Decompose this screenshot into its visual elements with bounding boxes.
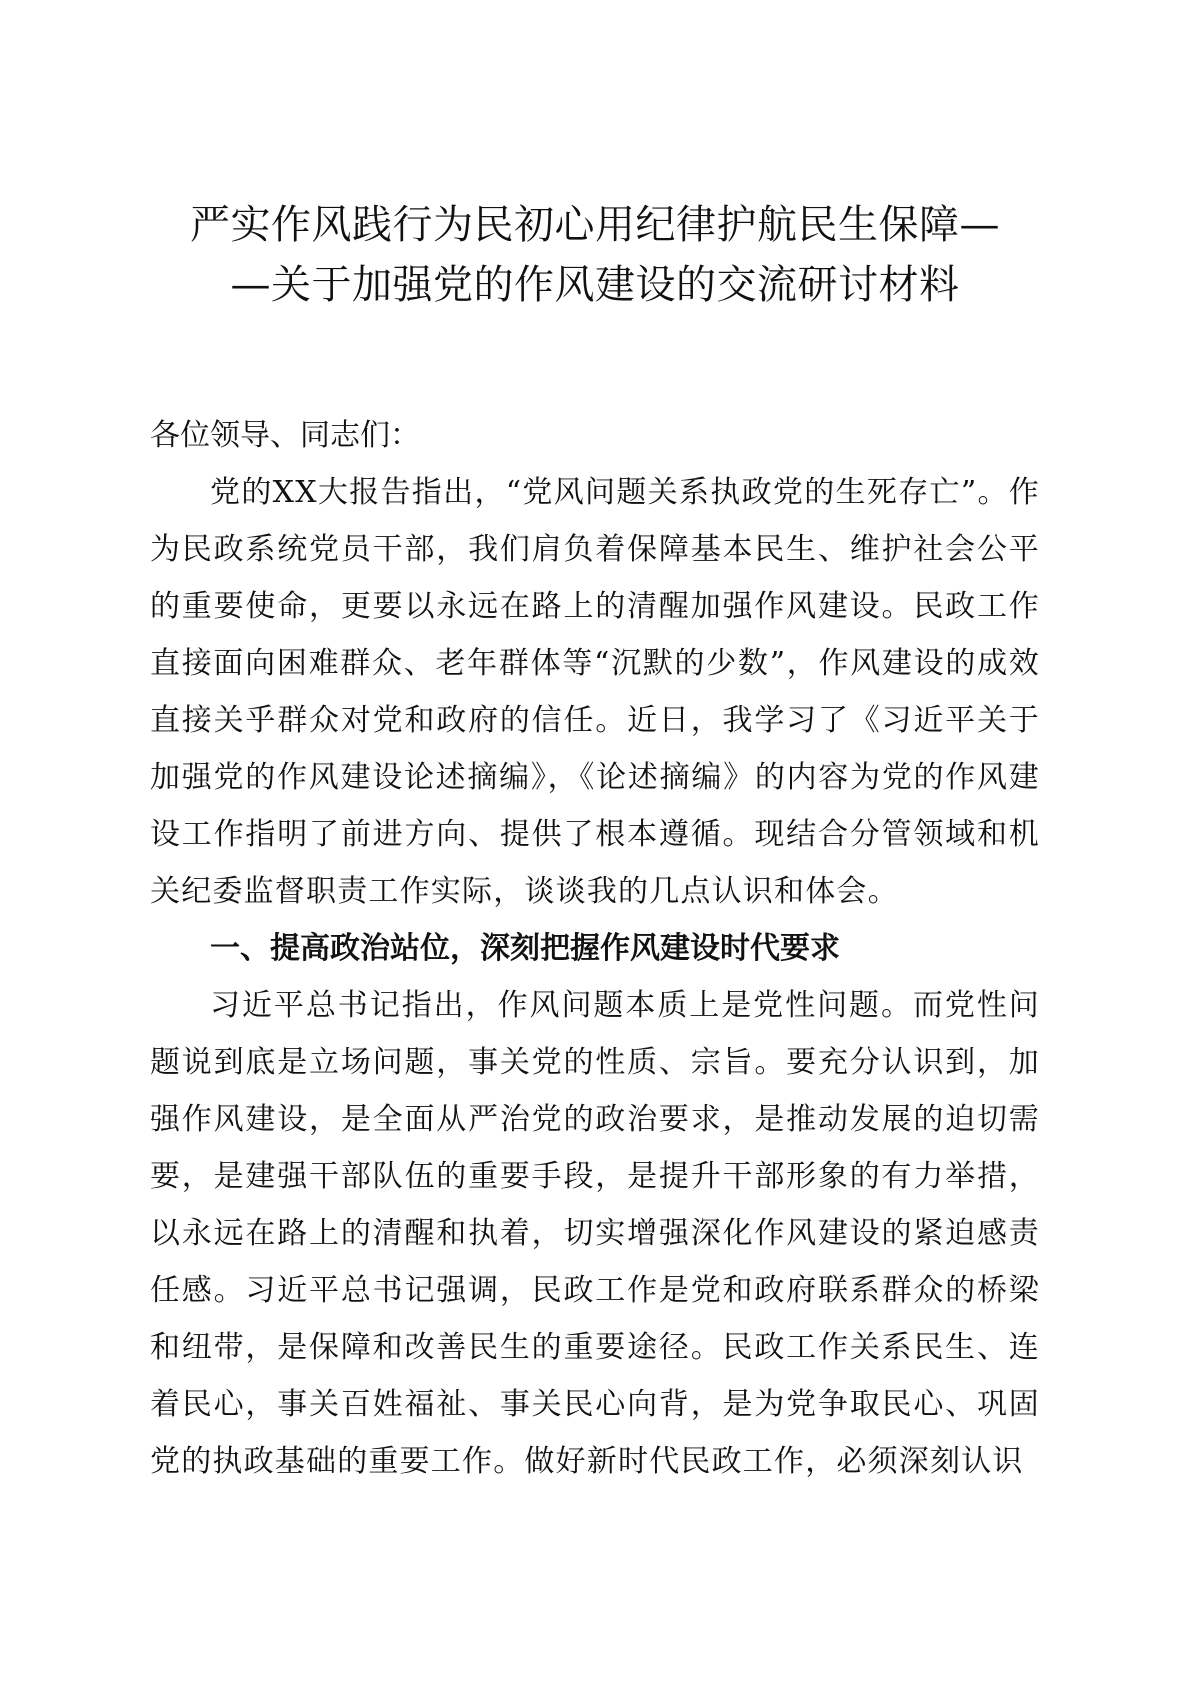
title-line-2: —关于加强党的作风建设的交流研讨材料 [230,262,960,308]
paragraph-section-1: 习近平总书记指出，作风问题本质上是党性问题。而党性问题说到底是立场问题，事关党的性质、宗旨。要充分认识到，加强作风建设，是全面从严治党的政治要求，是推动发展的迫切需要，是建强干部队伍的重要手段，是提升干部形象的有力举措，以永远在路上的清醒和执着，切实增强深化作风建设的紧迫感责任感。习近平总书记强调，民政工作是党和政府联系群众的桥梁和纽带，是保障和改善民生的重要途径。民政工作关系民生、连着民心，事关百姓福祉、事关民心向背，是为党争取民心、巩固党的执政基础的重要工作。做好新时代民政工作，必须深刻认识 [150,988,1040,1479]
section-heading-1: 一、提高政治站位，深刻把握作风建设时代要求 [210,931,840,966]
title-line-1: 严实作风践行为民初心用纪律护航民生保障— [190,202,1000,248]
document-title [150,195,1040,315]
salutation: 各位领导、同志们： [150,418,420,453]
paragraph-intro: 党的XX大报告指出，“党风问题关系执政党的生死存亡”。作为民政系统党员干部，我们肩负着保障基本民生、维护社会公平的重要使命，更要以永远在路上的清醒加强作风建设。民政工作直接面向困难群众、老年群体等“沉默的少数”，作风建设的成效直接关乎群众对党和政府的信任。近日，我学习了《习近平关于加强党的作风建设论述摘编》，《论述摘编》的内容为党的作风建设工作指明了前进方向、提供了根本遵循。现结合分管领域和机关纪委监督职责工作实际，谈谈我的几点认识和体会。 [150,475,1040,909]
document-page [150,195,1040,1490]
